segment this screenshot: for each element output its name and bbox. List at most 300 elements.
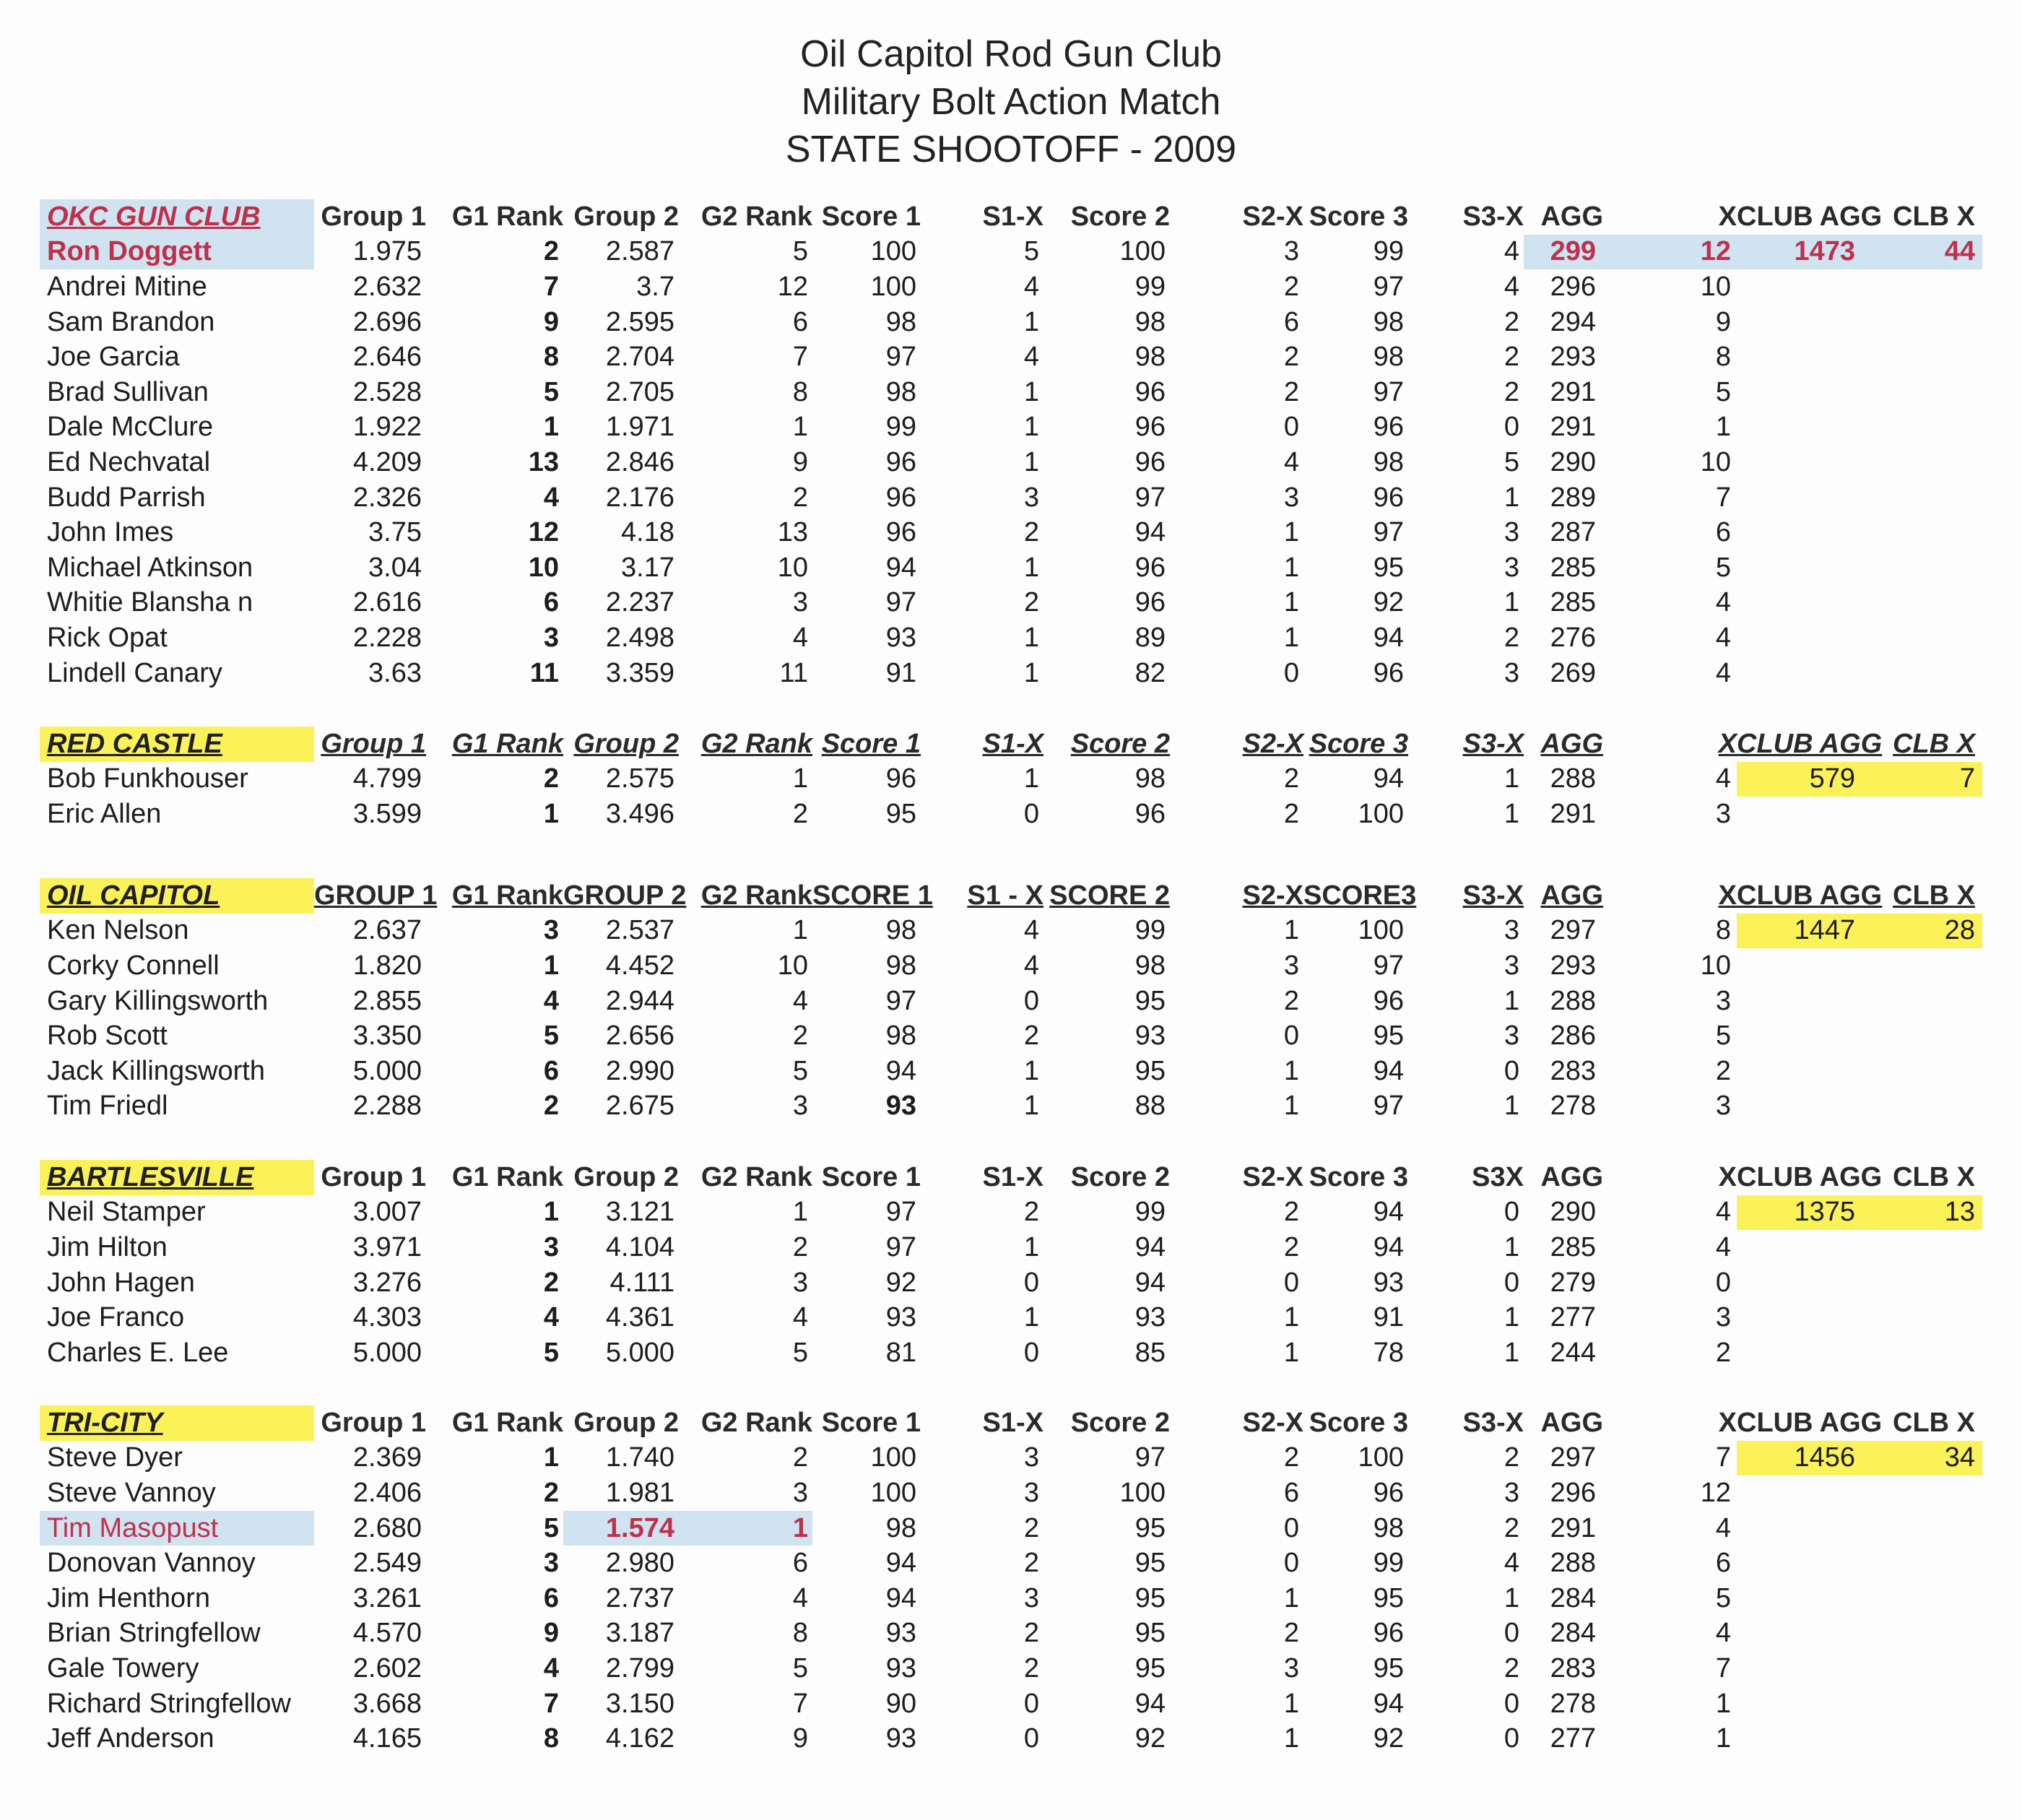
column-header: CLB X: [1893, 201, 1975, 232]
s1-x: 4: [1023, 915, 1039, 946]
g2-rank: 8: [792, 376, 808, 407]
x-count: 5: [1715, 552, 1731, 583]
group-1: 2.288: [352, 1091, 422, 1122]
group-1: 3.261: [352, 1582, 422, 1613]
score-3: 99: [1373, 236, 1404, 267]
shooter-name: Brian Stringfellow: [47, 1618, 261, 1649]
score-3: 96: [1373, 482, 1404, 513]
column-header: S2-X: [1242, 1407, 1303, 1438]
s3-x: 1: [1504, 1302, 1519, 1333]
shooter-row: [40, 1089, 1982, 1124]
s3-x: 0: [1504, 1055, 1519, 1086]
s3-x: 2: [1504, 622, 1519, 653]
x-count: 7: [1715, 1652, 1731, 1684]
score-3: 95: [1373, 552, 1404, 583]
g2-rank: 5: [792, 1055, 808, 1086]
group-2: 2.944: [605, 985, 674, 1016]
club-agg: [1737, 1335, 1860, 1371]
column-header: GROUP 2: [563, 880, 687, 911]
group-1: 2.632: [352, 271, 422, 302]
s1-x: 1: [1023, 412, 1039, 443]
clb-x: [1860, 1546, 1982, 1581]
shooter-row: [40, 1230, 1982, 1265]
g2-rank: 9: [792, 446, 808, 477]
s2-x: 2: [1283, 1442, 1299, 1473]
g1-rank: 3: [543, 1231, 559, 1262]
club-agg: [1737, 410, 1860, 446]
column-header: CLB X: [1893, 1407, 1975, 1438]
x-count: 3: [1715, 798, 1731, 829]
shooter-row: [40, 305, 1982, 340]
g1-rank: 2: [543, 236, 559, 267]
shooter-name: Joe Franco: [47, 1302, 185, 1333]
s1-x: 2: [1023, 1512, 1039, 1543]
g1-rank: 2: [543, 1091, 559, 1122]
score-2: 93: [1134, 1302, 1166, 1333]
s1-x: 1: [1023, 622, 1039, 653]
s1-x: 0: [1023, 1723, 1039, 1754]
score-3: 96: [1373, 985, 1404, 1016]
group-1: 3.276: [352, 1267, 422, 1298]
s3-x: 3: [1504, 552, 1519, 583]
shooter-name: Ed Nechvatal: [47, 446, 211, 477]
s2-x: 6: [1283, 1477, 1299, 1508]
s2-x: 0: [1283, 1548, 1299, 1579]
score-1: 93: [885, 1091, 916, 1122]
column-header: Score 2: [1070, 201, 1170, 232]
clb-x: [1860, 1265, 1982, 1301]
x-count: 10: [1700, 950, 1731, 981]
s2-x: 3: [1283, 950, 1299, 981]
score-1: 93: [885, 1652, 916, 1684]
club-agg: [1737, 1651, 1860, 1686]
group-2: 2.237: [605, 587, 674, 618]
clb-x: [1860, 984, 1982, 1019]
club-agg: 1447: [1737, 914, 1860, 949]
group-1: 1.820: [352, 950, 422, 981]
x-count: 10: [1700, 446, 1731, 477]
s1-x: 0: [1023, 1267, 1039, 1298]
shooter-row: [40, 1616, 1982, 1652]
club-name: TRI-CITY: [40, 1405, 314, 1441]
shooter-row: [40, 656, 1982, 691]
agg: 291: [1550, 798, 1596, 829]
agg: 285: [1550, 587, 1596, 618]
s1-x: 3: [1023, 1477, 1039, 1508]
column-header: X: [1718, 728, 1737, 759]
shooter-row: [40, 1335, 1982, 1371]
g1-rank: 7: [543, 1688, 559, 1719]
s2-x: 1: [1283, 622, 1299, 653]
clb-x: [1860, 269, 1982, 305]
column-header: Score 1: [821, 201, 921, 232]
s3-x: 0: [1504, 1267, 1519, 1298]
s2-x: 6: [1283, 306, 1299, 337]
shooter-name: Ron Doggett: [40, 235, 314, 270]
s1-x: 3: [1023, 482, 1039, 513]
club-name: OKC GUN CLUB: [40, 199, 314, 235]
g2-rank: 2: [792, 1231, 808, 1262]
s3-x: 1: [1504, 763, 1519, 794]
group-2: 2.575: [605, 763, 674, 794]
club-agg: [1737, 305, 1860, 340]
column-header: G1 Rank: [451, 201, 563, 232]
g1-rank: 3: [543, 1548, 559, 1579]
column-header: SCORE 2: [1049, 880, 1170, 911]
column-header: S3-X: [1462, 728, 1524, 759]
agg: 283: [1550, 1652, 1596, 1684]
score-2: 89: [1134, 622, 1166, 653]
header-row: [40, 878, 1982, 914]
group-2: 4.361: [605, 1302, 674, 1333]
x-count: 4: [1715, 587, 1731, 618]
group-1: 2.616: [352, 587, 422, 618]
group-1: 4.799: [352, 763, 422, 794]
column-header: X: [1718, 1407, 1737, 1438]
g1-rank: 2: [543, 1267, 559, 1298]
group-2: 2.990: [605, 1055, 674, 1086]
score-2: 94: [1134, 517, 1166, 548]
club-agg: [1737, 984, 1860, 1019]
section-oilcapitol: [40, 878, 1982, 1124]
shooter-name: Gary Killingsworth: [47, 985, 269, 1016]
group-2: 1.574: [563, 1511, 679, 1546]
group-2: 2.498: [605, 622, 674, 653]
score-2: 95: [1134, 1618, 1166, 1649]
column-header: CLB X: [1893, 1161, 1975, 1192]
s2-x: 1: [1283, 517, 1299, 548]
score-1: 95: [885, 798, 916, 829]
g2-rank: 2: [792, 1020, 808, 1052]
agg: 244: [1550, 1337, 1596, 1368]
shooter-name: Rick Opat: [47, 622, 168, 653]
g2-rank: 10: [777, 552, 808, 583]
s1-x: 1: [1023, 446, 1039, 477]
club-agg: [1737, 656, 1860, 691]
agg: 291: [1550, 376, 1596, 407]
score-3: 94: [1373, 622, 1404, 653]
s1-x: 2: [1023, 517, 1039, 548]
s1-x: 2: [1023, 1652, 1039, 1684]
g1-rank: 6: [543, 1582, 559, 1613]
clb-x: [1860, 1230, 1982, 1265]
shooter-row: [40, 1195, 1982, 1231]
shooter-row: [40, 984, 1982, 1019]
s2-x: 2: [1283, 798, 1299, 829]
group-2: 4.18: [621, 517, 674, 548]
agg: 284: [1550, 1618, 1596, 1649]
club-agg: [1737, 1089, 1860, 1124]
shooter-row: [40, 1018, 1982, 1054]
group-2: 1.981: [605, 1477, 674, 1508]
clb-x: [1860, 1300, 1982, 1335]
g1-rank: 1: [543, 1197, 559, 1228]
group-2: 2.537: [605, 915, 674, 946]
s3-x: 1: [1504, 1231, 1519, 1262]
shooter-row: [40, 1651, 1982, 1686]
shooter-row: [40, 480, 1982, 516]
score-3: 97: [1373, 376, 1404, 407]
score-1: 97: [885, 1197, 916, 1228]
g2-rank: 3: [792, 1091, 808, 1122]
column-header: AGG: [1540, 201, 1603, 232]
group-1: 2.646: [352, 342, 422, 373]
score-2: 99: [1134, 1197, 1166, 1228]
agg: 279: [1550, 1267, 1596, 1298]
section-okc: [40, 199, 1982, 690]
clb-x: [1860, 480, 1982, 516]
g2-rank: 10: [777, 950, 808, 981]
s3-x: 1: [1504, 798, 1519, 829]
s3-x: 3: [1504, 657, 1519, 688]
column-header: S3-X: [1462, 1407, 1524, 1438]
section-bartlesville: [40, 1160, 1982, 1371]
x-count: 4: [1715, 1231, 1731, 1262]
g1-rank: 5: [543, 1512, 559, 1543]
shooter-row: [40, 445, 1982, 480]
score-3: 95: [1373, 1020, 1404, 1052]
title-line-1: Oil Capitol Rod Gun Club: [800, 33, 1222, 75]
g2-rank: 1: [792, 1197, 808, 1228]
g2-rank: 11: [779, 657, 808, 688]
agg: 290: [1550, 446, 1596, 477]
g1-rank: 4: [543, 482, 559, 513]
s2-x: 3: [1283, 1652, 1299, 1684]
g1-rank: 10: [528, 552, 559, 583]
title-line-3: STATE SHOOTOFF - 2009: [785, 129, 1237, 170]
score-1: 93: [885, 1723, 916, 1754]
agg: 297: [1550, 915, 1596, 946]
clb-x: 44: [1860, 235, 1982, 270]
clb-x: [1860, 1476, 1982, 1511]
title-line-2: Military Bolt Action Match: [801, 81, 1221, 123]
s2-x: 3: [1283, 482, 1299, 513]
shooter-row: [40, 797, 1982, 832]
g1-rank: 8: [543, 1723, 559, 1754]
club-agg: 1456: [1737, 1441, 1860, 1476]
g1-rank: 1: [543, 1442, 559, 1473]
x-count: 4: [1715, 763, 1731, 794]
shooter-name: Budd Parrish: [47, 482, 206, 513]
shooter-row: [40, 339, 1982, 375]
group-2: 4.162: [605, 1723, 674, 1754]
column-header: G1 Rank: [451, 880, 563, 911]
shooter-name: Sam Brandon: [47, 306, 215, 337]
s2-x: 0: [1283, 1267, 1299, 1298]
shooter-row: [40, 1581, 1982, 1616]
shooter-name: Steve Dyer: [47, 1442, 183, 1473]
group-2: 2.595: [605, 306, 674, 337]
group-1: 1.922: [352, 412, 422, 443]
column-header: GROUP 1: [314, 880, 438, 911]
score-1: 99: [885, 412, 916, 443]
score-2: 95: [1134, 1055, 1166, 1086]
x-count: 7: [1715, 482, 1731, 513]
clb-x: 28: [1860, 914, 1982, 949]
g2-rank: 1: [792, 412, 808, 443]
agg: 296: [1550, 271, 1596, 302]
g1-rank: 9: [543, 1618, 559, 1649]
column-header: CLUB AGG: [1737, 201, 1883, 232]
g2-rank: 5: [792, 1652, 808, 1684]
score-2: 93: [1134, 1020, 1166, 1052]
s1-x: 1: [1023, 552, 1039, 583]
score-3: 94: [1373, 1197, 1404, 1228]
clb-x: [1860, 948, 1982, 984]
g2-rank: 2: [792, 798, 808, 829]
g1-rank: 2: [543, 763, 559, 794]
g1-rank: 7: [543, 271, 559, 302]
score-3: 96: [1373, 1477, 1404, 1508]
club-agg: [1737, 445, 1860, 480]
group-2: 3.496: [605, 798, 674, 829]
score-3: 93: [1373, 1267, 1404, 1298]
shooter-row: [40, 269, 1982, 305]
score-1: 93: [885, 1618, 916, 1649]
s3-x: 4: [1504, 1548, 1519, 1579]
club-agg: [1737, 1230, 1860, 1265]
column-header: X: [1718, 880, 1737, 911]
column-header: G1 Rank: [451, 1407, 563, 1438]
g1-rank: 5: [543, 1020, 559, 1052]
club-agg: [1737, 339, 1860, 375]
s3-x: 2: [1504, 1652, 1519, 1684]
group-1: 4.165: [352, 1723, 422, 1754]
group-2: 2.704: [605, 342, 674, 373]
g2-rank: 6: [792, 306, 808, 337]
s1-x: 0: [1023, 798, 1039, 829]
shooter-name: Dale McClure: [47, 412, 214, 443]
shooter-row: [40, 762, 1982, 797]
s3-x: 0: [1504, 1723, 1519, 1754]
column-header: Group 2: [573, 728, 679, 759]
g2-rank: 1: [792, 915, 808, 946]
score-1: 81: [885, 1337, 916, 1368]
s2-x: 4: [1283, 446, 1299, 477]
score-3: 98: [1373, 1512, 1404, 1543]
score-1: 97: [885, 1231, 916, 1262]
column-header: Group 2: [573, 1161, 679, 1192]
agg: 284: [1550, 1582, 1596, 1613]
x-count: 8: [1715, 915, 1731, 946]
column-header: CLB X: [1893, 880, 1975, 911]
shooter-name: Eric Allen: [47, 798, 162, 829]
score-3: 100: [1358, 798, 1404, 829]
score-2: 96: [1134, 552, 1166, 583]
agg: 288: [1550, 985, 1596, 1016]
clb-x: 13: [1860, 1195, 1982, 1231]
s3-x: 1: [1504, 1582, 1519, 1613]
x-count: 3: [1715, 1091, 1731, 1122]
g2-rank: 3: [792, 587, 808, 618]
club-agg: [1737, 550, 1860, 586]
group-1: 1.975: [352, 236, 422, 267]
club-name: OIL CAPITOL: [40, 878, 314, 914]
g1-rank: 9: [543, 306, 559, 337]
header-row: [40, 727, 1982, 762]
column-header: Group 1: [321, 1161, 426, 1192]
score-1: 100: [870, 236, 916, 267]
s3-x: 4: [1504, 236, 1519, 267]
group-2: 4.452: [605, 950, 674, 981]
shooter-row: [40, 1511, 1982, 1546]
s1-x: 2: [1023, 1618, 1039, 1649]
s2-x: 1: [1283, 1091, 1299, 1122]
column-header: Score 1: [821, 728, 921, 759]
g1-rank: 1: [543, 412, 559, 443]
s3-x: 1: [1504, 1091, 1519, 1122]
shooter-row: [40, 1265, 1982, 1301]
agg: 277: [1550, 1302, 1596, 1333]
s3-x: 1: [1504, 1337, 1519, 1368]
s2-x: 2: [1283, 1231, 1299, 1262]
s1-x: 4: [1023, 342, 1039, 373]
x-count: 2: [1715, 1337, 1731, 1368]
x-count: 1: [1715, 1723, 1731, 1754]
s3-x: 1: [1504, 587, 1519, 618]
s3-x: 4: [1504, 271, 1519, 302]
clb-x: [1860, 620, 1982, 656]
club-agg: [1737, 797, 1860, 832]
group-1: 3.007: [352, 1197, 422, 1228]
column-header: G2 Rank: [700, 728, 812, 759]
score-2: 92: [1134, 1723, 1166, 1754]
score-1: 97: [885, 985, 916, 1016]
column-header: S1-X: [982, 728, 1043, 759]
s2-x: 1: [1283, 1688, 1299, 1719]
shooter-name: John Hagen: [47, 1267, 195, 1298]
shooter-name: Lindell Canary: [47, 657, 222, 688]
s3-x: 0: [1504, 1688, 1519, 1719]
score-3: 98: [1373, 306, 1404, 337]
shooter-name: Jim Henthorn: [47, 1582, 210, 1613]
s2-x: 2: [1283, 376, 1299, 407]
s1-x: 2: [1023, 1020, 1039, 1052]
g2-rank: 4: [792, 985, 808, 1016]
column-header: G2 Rank: [700, 880, 812, 911]
clb-x: [1860, 1018, 1982, 1054]
group-2: 3.150: [605, 1688, 674, 1719]
column-header: AGG: [1540, 1407, 1603, 1438]
agg: 276: [1550, 622, 1596, 653]
shooter-name: Jim Hilton: [47, 1231, 168, 1262]
group-2: 4.104: [605, 1231, 674, 1262]
group-2: 2.675: [605, 1091, 674, 1122]
clb-x: [1860, 515, 1982, 550]
shooter-row: [40, 515, 1982, 550]
score-2: 96: [1134, 798, 1166, 829]
s1-x: 1: [1023, 763, 1039, 794]
score-1: 91: [885, 657, 916, 688]
group-1: 5.000: [352, 1337, 422, 1368]
group-1: 2.637: [352, 915, 422, 946]
agg: 269: [1550, 657, 1596, 688]
score-3: 94: [1373, 763, 1404, 794]
clb-x: 7: [1860, 762, 1982, 797]
g1-rank: 4: [543, 985, 559, 1016]
s3-x: 2: [1504, 376, 1519, 407]
s1-x: 1: [1023, 657, 1039, 688]
clb-x: [1860, 1335, 1982, 1371]
group-2: 2.799: [605, 1652, 674, 1684]
s1-x: 1: [1023, 1091, 1039, 1122]
x-count: 5: [1715, 1582, 1731, 1613]
group-1: 4.303: [352, 1302, 422, 1333]
score-2: 85: [1134, 1337, 1166, 1368]
club-agg: [1737, 1018, 1860, 1054]
s3-x: 5: [1504, 446, 1519, 477]
column-header: X: [1718, 1161, 1737, 1192]
